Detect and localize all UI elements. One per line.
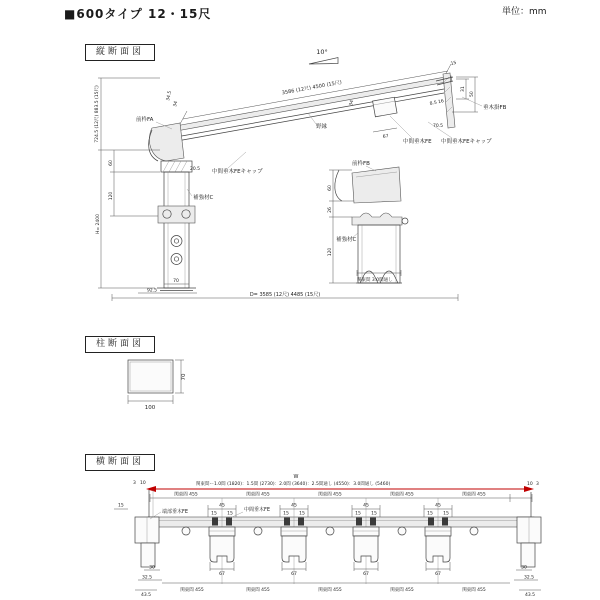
mid-rafter-3 — [352, 498, 380, 584]
dim-120: 120 — [109, 191, 114, 201]
kanto455-top-1: 関東間 455 — [174, 492, 198, 498]
kanto455-top-4: 関東間 455 — [390, 492, 414, 498]
dim-30-right: 30 — [521, 565, 527, 571]
slope-dim: 3586 (12尺) 4500 (15尺) — [281, 79, 343, 97]
front-frame-fb-label: 前枠FB — [352, 161, 370, 167]
nobuchi-circle-1 — [182, 527, 190, 535]
dim-43-5-left: 43.5 — [140, 593, 152, 598]
dim-50: 50 — [470, 91, 475, 97]
dim-r26: 26 — [328, 207, 333, 213]
mid-rafter-cap-label-right: 中間垂木FEキャップ — [441, 139, 492, 145]
kanto455-bot-2: 関東間 455 — [246, 588, 270, 593]
mid-rafter-callout: 中間垂木FE — [244, 507, 271, 513]
height-dim: 724.5 (12尺) 883.5 (15尺) — [95, 85, 100, 143]
dim-20-5: 20.5 — [190, 167, 201, 172]
nobuchi-circle-3 — [326, 527, 334, 535]
reinforce-c-left-label: 補強材C — [193, 195, 214, 201]
cross-section-drawing — [114, 474, 541, 598]
rafter3-dim-15r: 15 — [371, 511, 377, 517]
column-height-dim: 70 — [181, 373, 187, 381]
angle-label: 10° — [316, 48, 328, 56]
dim-34-5: 34.5 — [166, 90, 174, 102]
dim-30-left: 30 — [149, 565, 155, 571]
w-label: W — [293, 474, 299, 480]
unit-note: 単位：mm — [502, 7, 547, 17]
dim-8-5-16: 8.5 16 — [429, 99, 445, 107]
rafter1-dim-45: 45 — [219, 503, 225, 509]
dim-15: 15 — [450, 60, 458, 67]
edge-dim-10-left: 10 — [140, 481, 146, 486]
kanto455-top-2: 関東間 455 — [246, 492, 270, 498]
dim-h2400: H= 2400 — [96, 213, 101, 235]
vertical-section-drawing — [93, 48, 507, 301]
dim-43-5-right: 43.5 — [524, 593, 536, 598]
dim-r120: 120 — [328, 247, 333, 257]
nobuchi-circle-4 — [398, 527, 406, 535]
rafter3-dim-45: 45 — [363, 503, 369, 509]
dim-67: 67 — [382, 134, 389, 140]
dim-70: 70 — [173, 279, 179, 284]
rafter4-dim-15l: 15 — [427, 511, 433, 517]
kanto455-bot-1: 関東間 455 — [180, 588, 204, 593]
section-label-cross: 横断面図 — [85, 454, 155, 471]
page-title: ■600タイプ 12・15尺 — [64, 7, 212, 21]
dim-60: 60 — [109, 160, 114, 166]
kanto455-top-5: 関東間 455 — [462, 492, 486, 498]
kanto-note: 関東間 3.0間通し — [357, 278, 393, 283]
mid-rafter-2 — [280, 498, 308, 584]
edge-dim-3-left: 3 — [133, 481, 136, 486]
rafter4-dim-45: 45 — [435, 503, 441, 509]
dim-34: 34 — [173, 100, 180, 108]
kanto455-bot-4: 関東間 455 — [390, 588, 414, 593]
rafter4-dim-67: 67 — [435, 572, 441, 577]
mid-rafter-label: 中間垂木FE — [403, 139, 432, 145]
dim-70-5: 70.5 — [433, 124, 444, 129]
column-section-drawing — [128, 360, 187, 411]
taruki-hanger-label: 垂木掛FB — [483, 105, 507, 111]
red-arrow-left — [146, 486, 156, 492]
dim-31: 31 — [461, 86, 466, 92]
rafter3-dim-15l: 15 — [355, 511, 361, 517]
dim-32-5-left: 32.5 — [141, 575, 153, 581]
nobuchi-circle-5 — [470, 527, 478, 535]
dim-r60: 60 — [328, 185, 333, 191]
column-width-dim: 100 — [144, 405, 156, 411]
reinforce-c-right-label: 補強材C — [336, 237, 357, 243]
edge-dim-10-right: 10 — [527, 482, 533, 487]
kanto455-bot-5: 関東間 455 — [462, 588, 486, 593]
kanto455-bot-3: 関東間 455 — [318, 588, 342, 593]
rafter4-dim-15r: 15 — [443, 511, 449, 517]
end-rafter-label: 端部垂木FE — [162, 509, 189, 515]
rafter2-dim-15l: 15 — [283, 511, 289, 517]
section-label-column: 柱断面図 — [85, 336, 155, 353]
width-options-dim: 関東間ー1.0間 (1820)：1.5間 (2730)：2.0間 (3640)：2.5間通し (4550)：3.0間通し (5460) — [196, 482, 391, 487]
rafter2-dim-45: 45 — [291, 503, 297, 509]
rafter2-dim-15r: 15 — [299, 511, 305, 517]
end-dim-15-left: 15 — [118, 503, 124, 509]
mid-rafter-4 — [424, 498, 452, 584]
rafter3-dim-67: 67 — [363, 572, 369, 577]
dim-32-5-right: 32.5 — [523, 575, 535, 581]
nobuchi-circle-2 — [254, 527, 262, 535]
dim-34-mid: 34 — [349, 99, 356, 107]
bottom-depth-dim: D= 3585 (12尺) 4485 (15尺) — [249, 292, 321, 298]
mid-rafter-cap-label-left: 中間垂木FEキャップ — [212, 169, 263, 175]
rafter1-dim-15r: 15 — [227, 511, 233, 517]
nobuchi-label: 野縁 — [316, 124, 328, 130]
rafter2-dim-67: 67 — [291, 572, 297, 577]
mid-rafter-1 — [208, 498, 236, 584]
section-label-vertical: 縦断面図 — [85, 44, 155, 61]
front-frame-fa-label: 前枠FA — [136, 117, 154, 123]
rafter1-dim-15l: 15 — [211, 511, 217, 517]
edge-dim-3-right: 3 — [536, 482, 539, 487]
dim-92-5: 92.5 — [146, 288, 158, 294]
rafter1-dim-67: 67 — [219, 572, 225, 577]
kanto455-top-3: 関東間 455 — [318, 492, 342, 498]
